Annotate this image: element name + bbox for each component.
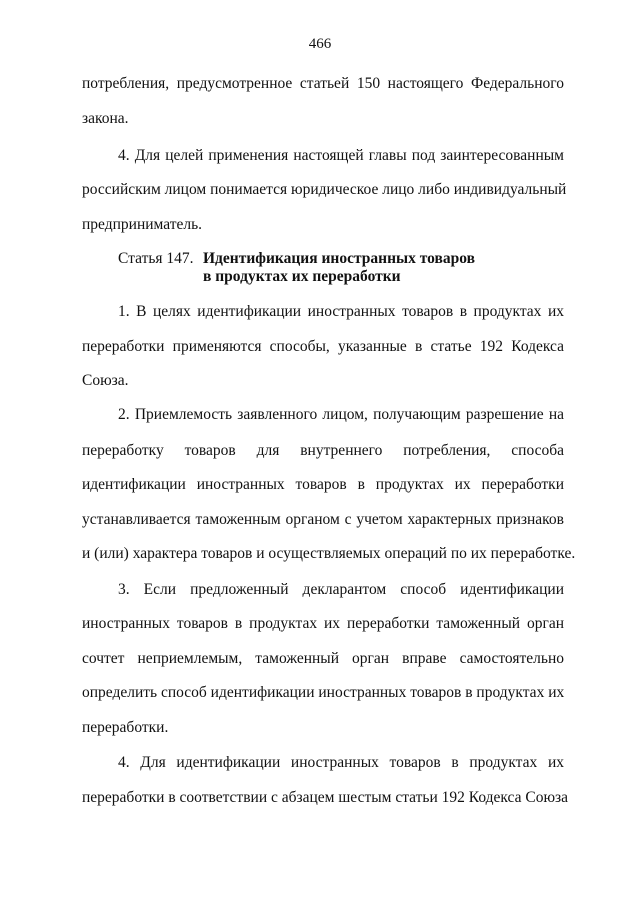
paragraph-start: 3. Если предложенный декларантом способ идентификации <box>118 581 564 598</box>
article-title: Идентификация иностранных товаров <box>203 250 475 267</box>
text-line: потребления, предусмотренное статьей 150 настоящего Федерального <box>82 75 564 92</box>
text-line: переработки. <box>82 719 169 736</box>
text-line: иностранных товаров в продуктах их переработки таможенный орган <box>82 615 564 632</box>
text-line: идентификации иностранных товаров в продуктах их переработки <box>82 476 564 493</box>
text-line: и (или) характера товаров и осуществляемых операций по их переработке. <box>82 545 576 562</box>
page-number: 466 <box>308 36 332 52</box>
text-line: переработки применяются способы, указанные в статье 192 Кодекса <box>82 338 564 355</box>
text-line: переработки в соответствии с абзацем шестым статьи 192 Кодекса Союза <box>82 789 569 806</box>
paragraph-start: 4. Для идентификации иностранных товаров в продуктах их <box>118 754 564 771</box>
text-line: предприниматель. <box>82 216 203 233</box>
text-line: Союза. <box>82 372 129 389</box>
text-line: закона. <box>82 110 129 127</box>
text-line: сочтет неприемлемым, таможенный орган вправе самостоятельно <box>82 650 564 667</box>
text-line: определить способ идентификации иностранных товаров в продуктах их <box>82 684 565 701</box>
text-line: устанавливается таможенным органом с учетом характерных признаков <box>82 511 564 528</box>
paragraph-start: 1. В целях идентификации иностранных товаров в продуктах их <box>118 303 564 320</box>
text-line: переработку товаров для внутреннего потребления, способа <box>82 442 564 459</box>
text-line: российским лицом понимается юридическое лицо либо индивидуальный <box>82 181 567 198</box>
article-label: Статья 147. <box>118 250 194 267</box>
article-title-continued: в продуктах их переработки <box>203 268 401 285</box>
paragraph-start: 2. Приемлемость заявленного лицом, получающим разрешение на <box>118 406 564 423</box>
paragraph-start: 4. Для целей применения настоящей главы под заинтересованным <box>118 147 564 164</box>
